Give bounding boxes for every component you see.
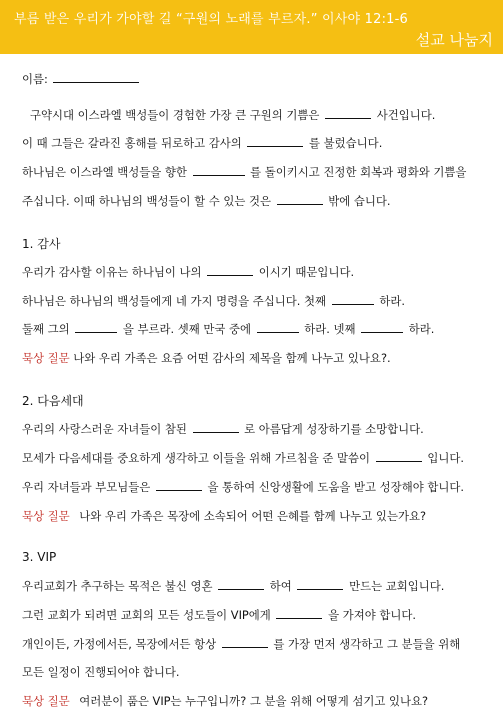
section3-meditation [22,694,428,708]
section3-line-2: 그런 교회가 되려면 교회의 모든 성도들이 VIP에게 을 가져야 합니다. [22,608,416,622]
section1-line-1: 우리가 감사할 이유는 하나님이 나의 이시기 때문입니다. [22,265,355,279]
fill-blank[interactable] [376,451,422,462]
section2-line-2: 모세가 다음세대를 중요하게 생각하고 이들을 위해 가르침을 준 말씀이 입니다. [22,451,464,465]
fill-blank[interactable] [222,637,268,648]
intro-line-4: 주십니다. 이때 하나님의 백성들이 할 수 있는 것은 밖에 습니다. [22,194,391,208]
fill-blank[interactable] [75,322,117,333]
intro-line-1: 구약시대 이스라엘 백성들이 경험한 가장 큰 구원의 기쁨은 사건입니다. [30,108,436,122]
fill-blank[interactable] [332,294,374,305]
section1-meditation [22,351,391,365]
meditation-question: 여러분이 품은 VIP는 누구입니까? 그 분을 위해 어떻게 섬기고 있나요? [79,694,429,708]
name-line [22,72,141,86]
meditation-label: 묵상 질문 [22,694,70,708]
name-blank[interactable] [53,72,139,83]
fill-blank[interactable] [325,108,371,119]
fill-blank[interactable] [247,136,303,147]
section1-line-3: 둘째 그의 을 부르라. 셋째 만국 중에 하라. 넷째 하라. [22,322,435,336]
name-label: 이름: [22,72,48,86]
section1-line-2: 하나님은 하나님의 백성들에게 네 가지 명령을 주십니다. 첫째 하라. [22,294,405,308]
fill-blank[interactable] [156,480,202,491]
meditation-label: 묵상 질문 [22,351,70,365]
meditation-label: 묵상 질문 [22,509,70,523]
section3-line-3: 개인이든, 가정에서든, 목장에서든 항상 를 가장 먼저 생각하고 그 분들을 위해 [22,637,461,651]
fill-blank[interactable] [257,322,299,333]
section2-line-1: 우리의 사랑스러운 자녀들이 참된 로 아름답게 성장하기를 소망합니다. [22,422,424,436]
section-heading-vip: 3. VIP [22,550,57,564]
fill-blank[interactable] [193,422,239,433]
section-heading-next-generation: 2. 다음세대 [22,394,84,408]
section3-line-4: 모든 일정이 진행되어야 합니다. [22,665,180,679]
fill-blank[interactable] [207,265,253,276]
fill-blank[interactable] [276,608,322,619]
fill-blank[interactable] [193,165,245,176]
meditation-question: 나와 우리 가족은 목장에 소속되어 어떤 은혜를 함께 나누고 있는가요? [79,509,426,523]
section-heading-gratitude: 1. 감사 [22,237,61,251]
fill-blank[interactable] [277,194,323,205]
fill-blank[interactable] [297,579,343,590]
section2-meditation [22,509,426,523]
section3-line-1: 우리교회가 추구하는 목적은 불신 영혼 하여 만드는 교회입니다. [22,579,445,593]
intro-line-3: 하나님은 이스라엘 백성들을 향한 를 돌이키시고 진정한 회복과 평화와 기쁨을 [22,165,467,179]
fill-blank[interactable] [361,322,403,333]
section2-line-3: 우리 자녀들과 부모님들은 을 통하여 신앙생활에 도움을 받고 성장해야 합니다. [22,480,464,494]
header-banner [0,0,503,54]
sermon-title: 부름 받은 우리가 가야할 길 “구원의 노래를 부르자.” 이사야 12:1-6 [14,12,408,27]
fill-blank[interactable] [218,579,264,590]
intro-line-2: 이 때 그들은 갈라진 홍해를 뒤로하고 감사의 를 불렀습니다. [22,136,383,150]
sermon-subtitle: 설교 나눔지 [415,31,493,49]
meditation-question: 나와 우리 가족은 요즘 어떤 감사의 제목을 함께 나누고 있나요?. [73,351,391,365]
